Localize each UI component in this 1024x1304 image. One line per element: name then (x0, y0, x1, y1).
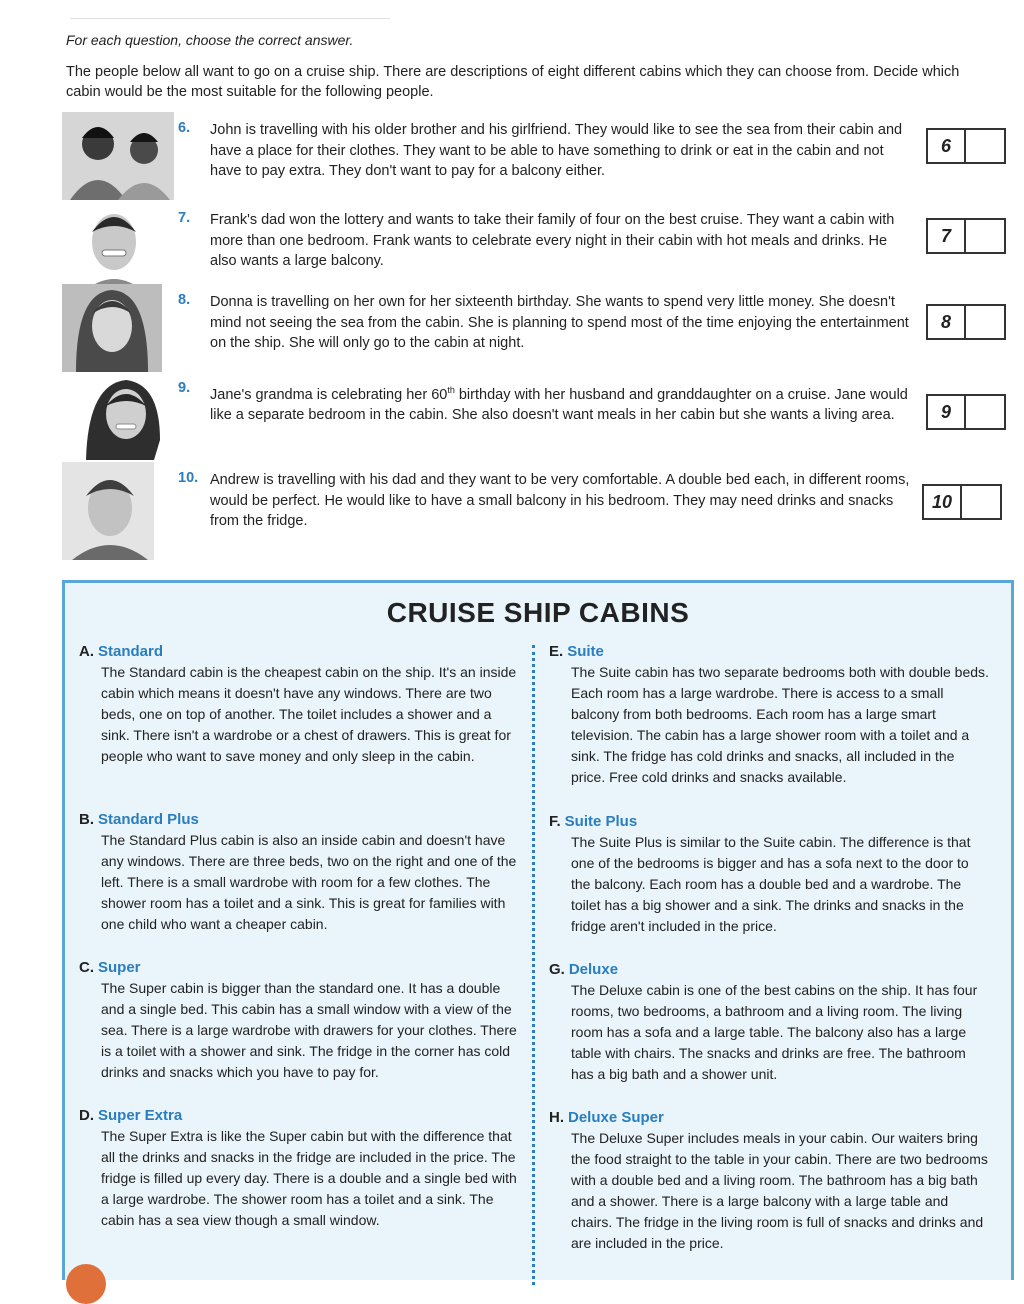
cabin-letter: D. (79, 1107, 94, 1124)
column-divider (532, 645, 535, 1285)
cabin-letter: E. (549, 643, 564, 660)
cabin-name: Suite Plus (564, 813, 638, 830)
cabin-standard-plus (79, 811, 519, 935)
photo-girl-smiling (62, 372, 174, 460)
cabins-panel (62, 580, 1014, 1280)
cabin-suite (549, 643, 989, 788)
answer-box-number: 9 (928, 396, 966, 428)
cabin-super (79, 959, 519, 1083)
question-number: 7. (178, 210, 191, 226)
question-text: Andrew is travelling with his dad and they want to be very comfortable. A double bed each, in different rooms, would be perfect. He would like to have a small balcony in his bedroom. They may need drinks and snacks from the fridge. (210, 472, 910, 529)
cabin-letter: G. (549, 961, 565, 978)
cabin-description: The Deluxe cabin is one of the best cabins on the ship. It has four rooms, two bedrooms, a bathroom and a living room. The living room has a sofa and a large table. The balcony also has a large table with chairs. The snacks and drinks are free. The bathroom has a big bath and a shower unit. (571, 982, 978, 1082)
cabin-heading (549, 1109, 989, 1126)
cabin-description: The Deluxe Super includes meals in your cabin. Our waiters bring the food straight to the table in your cabin. There are two bedrooms with a double bed and a living room. The bathroom has a big bath and a shower. There is a large balcony with a large table and chairs. The fridge in the living room is full of snacks and drinks and are included in the price. (571, 1130, 988, 1251)
cabin-description: The Suite cabin has two separate bedrooms both with double beds. Each room has a large wardrobe. There is access to a small balcony from both bedrooms. Each room has a large smart television. The cabin has a large shower room with a toilet and a sink. The fridge has cold drinks and snacks, all included in the price. Free cold drinks and snacks available. (571, 664, 989, 785)
answer-box[interactable] (926, 128, 1006, 164)
cabin-description: The Standard cabin is the cheapest cabin on the ship. It's an inside cabin which means it doesn't have any windows. There are two beds, one on top of another. The toilet includes a shower and a sink. There isn't a wardrobe or a chest of drawers. This is great for people who want to save money and only sleep in the cabin. (101, 664, 517, 764)
cabin-super-extra (79, 1107, 519, 1231)
cabin-heading (549, 813, 989, 830)
answer-box-number: 8 (928, 306, 966, 338)
question-text (210, 380, 910, 426)
question-number: 6. (178, 120, 191, 136)
cabin-suite-plus (549, 813, 989, 937)
question-text-start: Jane's grandma is celebrating her 60 (210, 386, 448, 403)
cabin-description: The Suite Plus is similar to the Suite cabin. The difference is that one of the bedrooms is bigger and has a sofa next to the door to the balcony. Each room has a double bed and a wardrobe. The toilet has a big shower and a sink. The drinks and snacks in the fridge aren't included in the price. (571, 834, 971, 934)
cabin-name: Super (98, 959, 141, 976)
answer-box[interactable] (926, 218, 1006, 254)
answer-box[interactable] (926, 394, 1006, 430)
answer-box-number: 6 (928, 130, 966, 162)
answer-box-number: 7 (928, 220, 966, 252)
ordinal-suffix: th (447, 385, 455, 395)
cabin-name: Deluxe Super (568, 1109, 664, 1126)
cabin-heading (79, 1107, 519, 1124)
photo-girl-long-hair (62, 284, 162, 372)
top-divider (70, 18, 390, 19)
photo-boy-portrait (62, 462, 154, 560)
cabin-heading (549, 961, 989, 978)
cabin-letter: B. (79, 811, 94, 828)
cabin-description: The Super cabin is bigger than the standard one. It has a double and a single bed. This cabin has a small window with a view of the sea. There is a large wardrobe with drawers for your clothes. There is a toilet with a shower and sink. The fridge in the corner has cold drinks and snacks which you have to pay for. (101, 980, 517, 1080)
question-number: 8. (178, 292, 191, 308)
question-text: Donna is travelling on her own for her sixteenth birthday. She wants to spend very little money. She doesn't mind not seeing the sea from the cabin. She is planning to spend most of the time enjoying the entertainment on the ship. She will only go to the cabin at night. (210, 294, 909, 351)
cabin-letter: F. (549, 813, 561, 830)
cabin-description: The Standard Plus cabin is also an inside cabin and doesn't have any windows. There are three beds, two on the right and one of the left. There is a small wardrobe with room for a few clothes. The shower room has a toilet and a sink. This is great for families with one child who want a cheaper cabin. (101, 832, 517, 932)
cabin-letter: C. (79, 959, 94, 976)
cabin-heading (79, 959, 519, 976)
cabin-description: The Super Extra is like the Super cabin but with the difference that all the drinks and snacks in the fridge are included in the price. The fridge is filled up every day. There is a double and a single bed with a large wardrobe. The shower room has a toilet and a sink. The cabin has a sea view though a small window. (101, 1128, 517, 1228)
cabin-letter: H. (549, 1109, 564, 1126)
answer-box[interactable] (926, 304, 1006, 340)
cabin-deluxe-super (549, 1109, 989, 1254)
question-text-end: birthday with her husband and granddaughter on a cruise. Jane would like a separate bedroom in the cabin. She also doesn't want meals in her cabin but she wants a living area. (210, 386, 908, 424)
question-text: John is travelling with his older brother and his girlfriend. They would like to see the sea from their cabin and have a place for their clothes. They want to be able to have something to drink or eat in the cabin and not have to pay extra. They don't want to pay for a balcony either. (210, 122, 903, 179)
answer-box[interactable] (922, 484, 1002, 520)
panel-title: CRUISE SHIP CABINS (386, 597, 690, 628)
photo-smiling-boy (62, 202, 174, 290)
cabin-heading (79, 811, 519, 828)
cabin-standard (79, 643, 519, 767)
intro-text: The people below all want to go on a cruise ship. There are descriptions of eight different cabins which they can choose from. Decide which cabin would be the most suitable for the following people. (66, 64, 960, 100)
cabin-name: Suite (567, 643, 604, 660)
page-number-badge (66, 1264, 106, 1304)
cabin-name: Deluxe (568, 961, 619, 978)
question-number: 9. (178, 380, 191, 396)
answer-box-number: 10 (924, 486, 962, 518)
cabin-heading (549, 643, 989, 660)
photo-two-young-men (62, 112, 174, 200)
question-number: 10. (178, 470, 199, 486)
cabin-name: Standard Plus (98, 811, 199, 828)
cabin-name: Standard (98, 643, 164, 660)
cabin-letter: A. (79, 643, 94, 660)
question-text: Frank's dad won the lottery and wants to take their family of four on the best cruise. They want a cabin with more than one bedroom. Frank wants to celebrate every night in their cabin with hot meals and drinks. He also wants a large balcony. (210, 212, 895, 269)
instruction-text: For each question, choose the correct answer. (66, 32, 354, 48)
cabin-heading (79, 643, 519, 660)
cabin-deluxe (549, 961, 989, 1085)
cabin-name: Super Extra (98, 1107, 183, 1124)
